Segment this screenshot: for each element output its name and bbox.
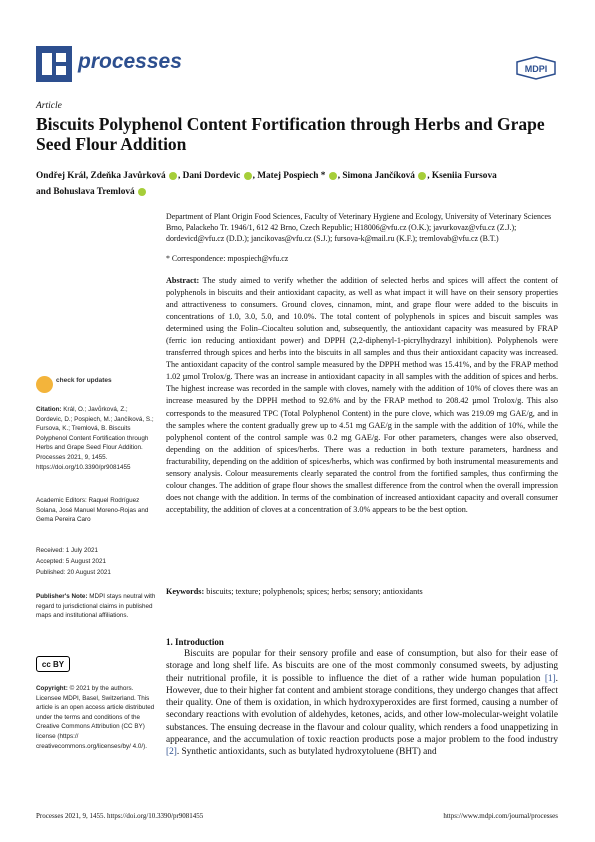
author[interactable]: and Bohuslava Tremlová — [36, 187, 135, 197]
orcid-icon[interactable] — [329, 172, 337, 180]
author[interactable]: , Kseniia Fursova — [427, 171, 497, 181]
abstract — [166, 275, 558, 516]
journal-name[interactable]: processes — [78, 50, 182, 73]
orcid-icon[interactable] — [138, 188, 146, 196]
intro-text: Biscuits are popular for their sensory profile and ease of consumption, but also for their ease of storage and long shelf life. As biscuits are one of the most commonly consumed sweets, by adjusting their nutritional profile, it is possible to influence the diet of a rather wide human population — [166, 649, 558, 684]
copyright-label: Copyright: — [36, 685, 68, 692]
svg-text:MDPI: MDPI — [524, 64, 548, 74]
copyright-text: © 2021 by the authors. Licensee MDPI, Basel, Switzerland. This article is an open access article distributed under the terms and conditions of the Creative Commons Attribution (CC BY) license (https:// creativecommons.org/licenses/by/ 4.0/). — [36, 685, 155, 750]
footer-journal-url[interactable]: https://www.mdpi.com/journal/processes — [443, 812, 558, 820]
check-updates-label[interactable]: check for updates — [56, 377, 112, 384]
footer-citation[interactable]: Processes 2021, 9, 1455. https://doi.org/10.3390/pr9081455 — [36, 812, 204, 820]
article-title: Biscuits Polyphenol Content Fortification through Herbs and Grape Seed Flour Addition — [36, 114, 545, 154]
author[interactable]: , Matej Pospiech * — [252, 171, 326, 181]
received-date: Received: 1 July 2021 — [36, 547, 98, 554]
orcid-icon[interactable] — [169, 172, 177, 180]
abstract-label: Abstract: — [166, 276, 200, 285]
published-date: Published: 20 August 2021 — [36, 569, 111, 576]
author[interactable]: Ondřej Král, — [36, 171, 89, 181]
introduction-text — [166, 648, 558, 758]
orcid-icon[interactable] — [418, 172, 426, 180]
publisher-note — [36, 592, 156, 621]
citation-label: Citation: — [36, 406, 62, 413]
affiliation: Department of Plant Origin Food Sciences, Faculty of Veterinary Hygiene and Ecology, University of Veterinary Sciences Brno, Palackeho Tr. 1946/1, 612 42 Brno, Czech Republic; H18006@vfu.cz (O.K.); javurkovaz@vfu.cz (Z.J.); dordevicd@vfu.cz (D.D.); jancikovas@vfu.cz (S.J.); fursova-k@mail.ru (K.F.); tremlovab@vfu.cz (B.T.) — [166, 212, 552, 244]
intro-text: . Synthetic antioxidants, such as butylated hydroxytoluene (BHT) and — [176, 747, 437, 757]
publisher-note-label: Publisher's Note: — [36, 593, 88, 600]
author[interactable]: , Simona Jančíková — [337, 171, 415, 181]
orcid-icon[interactable] — [244, 172, 252, 180]
article-type: Article — [36, 101, 62, 111]
author[interactable]: Zdeňka Javůrková — [90, 171, 166, 181]
publisher-note-text: MDPI stays neutral with regard to jurisdictional claims in published maps and institutional affiliations. — [36, 593, 156, 620]
journal-logo — [36, 46, 72, 82]
accepted-date: Accepted: 5 August 2021 — [36, 558, 107, 565]
citation-text: Král, O.; Javůrková, Z.; Dordevic, D.; Pospiech, M.; Jančíková, S.; Fursova, K.; Tremlová, B. Biscuits Polyphenol Content Fortification through Herbs and Grape Seed Flour Addition. Processes 2021, 9, 1455. https://doi.org/10.3390/pr9081455 — [36, 406, 154, 471]
section-heading: 1. Introduction — [166, 637, 224, 647]
keywords-text: biscuits; texture; polyphenols; spices; herbs; sensory; antioxidants — [206, 587, 423, 596]
check-updates-icon[interactable] — [36, 376, 53, 393]
citation — [36, 405, 156, 472]
academic-editors: Academic Editors: Raquel Rodríguez Solana, José Manuel Moreno-Rojas and Gema Pereira Caro — [36, 497, 149, 524]
keywords-label: Keywords: — [166, 587, 205, 596]
citation-link[interactable]: [2] — [166, 747, 177, 757]
abstract-text: The study aimed to verify whether the addition of selected herbs and spices will affect the content of polyphenols in biscuits and their antioxidant capacity, as well as what impact it will have on their sensory properties and attractiveness to consumers. Ground cloves, cinnamon, mint, and grape flour were added to the biscuits in concentrations of 1.0, 3.0, 5.0, and 10.0%. The total content of polyphenols in spices and biscuit samples was determined using the Folin–Ciocalteu solution and, subsequently, the antioxidant capacity was measured by FRAP (ferric ion reducing antioxidant power) and DPPH (2,2-diphenyl-1-picrylhydrazyl inhibition). Polyphenols were transferred through spices and herbs into the biscuits in all samples and thus their antioxidant capacity was increased. The antioxidant capacity of the control sample measured by the DPPH method was 15.41%, and by the FRAP method 1.02 µmol Trolox/g. There was an increase in antioxidant capacity in all samples with the addition of spices and herbs. The highest increase was recorded in the sample with cloves, namely with the addition of 10% of cloves there was an increase measured by the DPPH method to 92.6% and by the FRAP method to 208.42 µmol Trolox/g. This also corresponds to the measured TPC (Total Polyphenol Content) in the pure clove, which was 219.09 mg GAE/g, and in the samples where the content gradually grew up to 4.51 mg GAE/g in the sample with the addition of 10%, while the polyphenol content of the control sample was 0.2 mg GAE/g. For other parameters, changes were also observed, depending on the addition of spices/herbs. There was a reduction in both texture parameters, hardness and fracturability, depending on the addition of spices/herbs, which was confirmed by both instrumental measurements and sensory analysis. Colour measurements clearly separated the control from the fortified samples, thus confirming the colour changes. The addition of grape flour shows the smallest difference from the control when the overall impression does not change with the addition. In terms of the combination of increased antioxidant capacity and overall consumer acceptability, the addition of cloves at a concentration of 3.0% appears to be the best option. — [166, 276, 558, 514]
citation-link[interactable]: [1] — [544, 673, 556, 684]
author-list — [36, 168, 556, 200]
intro-text: . However, due to their higher fat content and ambient storage conditions, they undergo changes that affect their quality. One of them is oxidation, in which hydroxyperoxides are first formed, causing a number of secondary reactions with evolution of aldehydes, ketones, acids, and other low-molecular-weight volatile substances. The ensuing decrease in the flavour and colour quality, which renders a food unappetizing in appearance, and the accumulation of toxic reaction products pose a major problem to the food industry — [166, 673, 558, 745]
author[interactable]: , Dani Dordevic — [178, 171, 241, 181]
mdpi-logo[interactable] — [516, 56, 556, 80]
copyright — [36, 684, 156, 751]
correspondence: * Correspondence: mpospiech@vfu.cz — [166, 254, 289, 263]
keywords — [166, 587, 558, 596]
cc-license-badge[interactable]: cc BY — [36, 656, 70, 672]
